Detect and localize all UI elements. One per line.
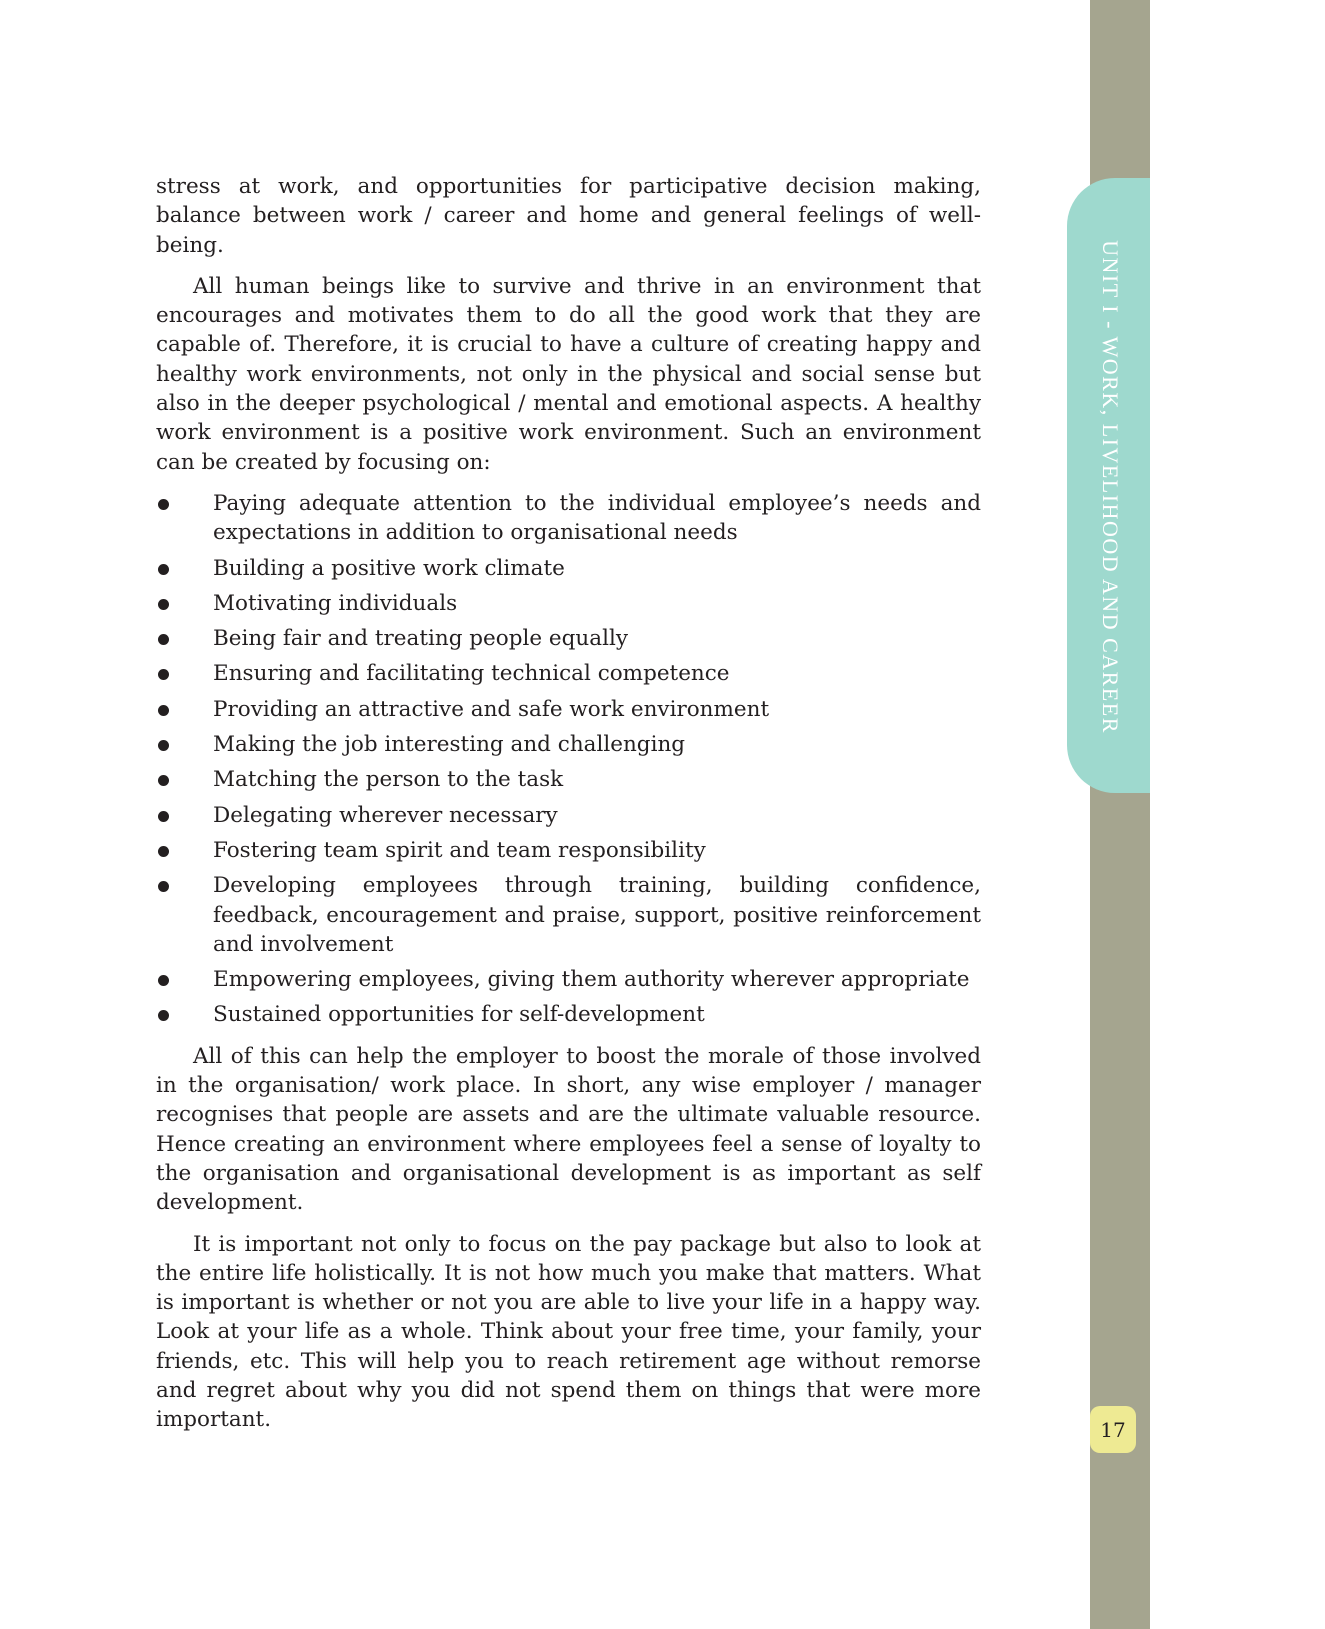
- list-item: [156, 871, 981, 959]
- list-item-text: Fostering team spirit and team responsibility: [213, 837, 706, 863]
- list-item: [156, 765, 981, 794]
- list-item-text: Sustained opportunities for self-development: [213, 1002, 705, 1028]
- paragraph-continued: stress at work, and opportunities for participative decision making, balance between work / career and home and general feelings of well-being.: [156, 174, 981, 258]
- list-item: [156, 695, 981, 724]
- list-item: [156, 965, 981, 994]
- list-item-text: Building a positive work climate: [213, 555, 565, 581]
- bullet-icon: [158, 775, 169, 786]
- list-item: [156, 489, 981, 548]
- paragraph-holistic-life: It is important not only to focus on the pay package but also to look at the entire life holistically. It is not how much you make that matters. What is important is whether or not you are able to live your life in a happy way. Look at your life as a whole. Think about your free time, your family, your friends, etc. This will help you to reach retirement age without remorse and regret about why you did not spend them on things that were more important.: [156, 1231, 981, 1433]
- bullet-icon: [158, 811, 169, 822]
- list-item-text: Being fair and treating people equally: [213, 626, 628, 652]
- bullet-icon: [158, 740, 169, 751]
- bullet-icon: [158, 1010, 169, 1021]
- list-item-text: Motivating individuals: [213, 590, 458, 616]
- bullet-icon: [158, 975, 169, 986]
- bullet-icon: [158, 846, 169, 857]
- bullet-icon: [158, 669, 169, 680]
- page-content: [156, 172, 981, 1447]
- bullet-icon: [158, 634, 169, 645]
- list-item-text: Paying adequate attention to the individual employee’s needs and expectations in addition to organisational needs: [213, 490, 981, 546]
- bullet-icon: [158, 564, 169, 575]
- list-item: [156, 659, 981, 688]
- list-item: [156, 624, 981, 653]
- list-item-text: Empowering employees, giving them authority wherever appropriate: [213, 967, 970, 993]
- page-number: 17: [1090, 1406, 1136, 1453]
- unit-label: UNIT I - WORK, LIVELIHOOD AND CAREER: [1098, 240, 1123, 734]
- list-item: [156, 589, 981, 618]
- paragraph-work-environment: All human beings like to survive and thrive in an environment that encourages and motivates them to do all the good work that they are capable of. Therefore, it is crucial to have a culture of creating happy and healthy work environments, not only in the physical and social sense but also in the deeper psychological / mental and emotional aspects. A healthy work environment is a positive work environment. Such an environment can be created by focusing on:: [156, 273, 981, 475]
- list-item-text: Delegating wherever necessary: [213, 802, 558, 828]
- list-item-text: Ensuring and facilitating technical competence: [213, 661, 730, 687]
- focus-list: [156, 489, 981, 1030]
- bullet-icon: [158, 499, 169, 510]
- list-item-text: Making the job interesting and challenging: [213, 732, 686, 758]
- list-item-text: Developing employees through training, building confidence, feedback, encouragement and praise, support, positive reinforcement and involvement: [213, 873, 981, 957]
- paragraph-morale: All of this can help the employer to boost the morale of those involved in the organisation/ work place. In short, any wise employer / manager recognises that people are assets and are the ultimate valuable resource. Hence creating an environment where employees feel a sense of loyalty to the organisation and organisational development is as important as self development.: [156, 1043, 981, 1216]
- list-item-text: Providing an attractive and safe work environment: [213, 696, 770, 722]
- list-item: [156, 1000, 981, 1029]
- list-item: [156, 554, 981, 583]
- list-item-text: Matching the person to the task: [213, 767, 564, 793]
- bullet-icon: [158, 881, 169, 892]
- list-item: [156, 801, 981, 830]
- list-item: [156, 836, 981, 865]
- bullet-icon: [158, 705, 169, 716]
- list-item: [156, 730, 981, 759]
- bullet-icon: [158, 599, 169, 610]
